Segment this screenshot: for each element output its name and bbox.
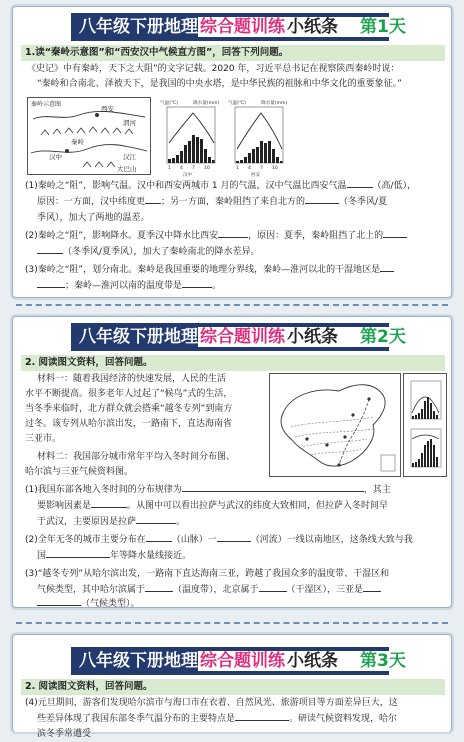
q3-line-1: (3)“越冬专列”从哈尔滨出发，一路南下直达海南三亚，跨越了我国众多的温度带、干湿区和: [25, 569, 390, 579]
svg-text:1: 1: [168, 166, 171, 171]
material1-line-3: 当冬季来临时，北方群众就会搭乘“越冬专列”到南方: [25, 404, 233, 414]
q2-line-1: (2)全年无冬的城市主要分布在 （山脉）一 （河流）一线以南地区，这条线大致与我: [25, 535, 413, 545]
china-winter-onset-map: [269, 373, 401, 477]
q3-line-2: ；秦岭—淮河以南的温度带是 。: [37, 279, 445, 294]
answer-blank[interactable]: [182, 491, 364, 492]
chart2-temp-curve: [237, 113, 282, 149]
climate-chart-xian: [227, 97, 291, 177]
answer-blank[interactable]: [259, 591, 287, 592]
qinling-label: 秦岭: [71, 138, 84, 146]
banner-day: 第1天: [346, 17, 410, 37]
banner-day: 第3天: [346, 651, 410, 671]
answer-blank[interactable]: [37, 605, 81, 606]
banner-day: 第2天: [346, 327, 410, 347]
answer-blank[interactable]: [380, 271, 394, 272]
q4-line-1: (4)元旦期间，游客们发现哈尔滨市与海口市在衣着、自然风光、旅游项目等方面差异巨大，这: [25, 698, 398, 708]
han-river-label: 汉江: [123, 153, 136, 161]
material1-line-1: 材料一：随着我国经济的快速发展，人民的生活: [37, 374, 227, 384]
q1-line-1: (1)我国东部各地入冬时间的分布规律为 ，其主: [25, 485, 391, 495]
question-heading: 1.读“秦岭示意图”和“西安汉中气候直方图”，回答下列问题。: [21, 45, 445, 61]
worksheet-card-day1: [12, 6, 452, 298]
banner-title: 八年级下册地理: [79, 651, 198, 671]
q1-line-3: 季风），加大了两地的温差。: [37, 213, 150, 223]
chart1-temp-curve: [169, 113, 214, 143]
q1-line-2: 原因：一方面，汉中纬度更 ；另一方面，秦岭阻挡了来自北方的 （冬季风/夏: [37, 197, 388, 207]
answer-blank[interactable]: [145, 203, 161, 204]
chart2-bars: [236, 141, 283, 163]
material1-line-4: 过冬。该专列从哈尔滨出发，一路南下，直达海南省: [25, 419, 233, 429]
card-banner: [71, 13, 406, 41]
climate-chart-hanzhong: [159, 97, 223, 177]
svg-text:10: 10: [272, 166, 278, 171]
answer-blank[interactable]: [37, 253, 63, 254]
question-heading: 2. 阅读图文资料，回答问题。: [21, 679, 445, 695]
q2-line-1: (2)秦岭之“阻”，影响降水。夏季汉中降水比西安 ，原因：夏季，秦岭阻挡了北上的: [25, 229, 445, 244]
worksheet-card-day3: [12, 634, 452, 739]
answer-blank[interactable]: [363, 591, 381, 592]
answer-blank[interactable]: [383, 237, 407, 238]
question-heading: 2. 阅读图文资料，回答问题。: [21, 355, 445, 371]
q1-line-3: 于武汉，主要原因是拉萨 。: [37, 517, 186, 527]
chart1-bars: [168, 135, 215, 163]
q3-line-2: 气候类型，其中哈尔滨属于 （温度带），北京属于 （干湿区），三亚是: [37, 583, 445, 598]
svg-text:4: 4: [248, 166, 251, 171]
q2-line-2: （冬季风/夏季风），加大了秦岭南北的降水差异。: [37, 245, 445, 260]
svg-text:7: 7: [192, 166, 195, 171]
q1-line-1: (1)秦岭之“阻”，影响气温。汉中和西安两城市 1 月的气温，汉中气温比西安气温 （高/低），: [25, 181, 417, 191]
answer-blank[interactable]: [305, 203, 339, 204]
q4-line-3: 滨冬季常遭受: [37, 729, 92, 739]
q4-line-2: 些差异体现了我国东部冬季气温分布的主要特点是 。研读气候资料发现，哈尔: [37, 714, 398, 724]
material2-line-1: 材料二：我国部分城市常年平均入冬时间分布图、: [37, 452, 236, 462]
q3-line-1: (3)秦岭之“阻”，划分南北。秦岭是我国重要的地理分界线，秦岭—淮河以北的干湿地区是: [25, 263, 445, 278]
intro-line-1: 《史记》中有秦岭，天下之大阻”的文字记载。2020 年，习近平总书记在视察陕西秦岭时说：: [27, 64, 400, 74]
answer-blank[interactable]: [91, 507, 127, 508]
intro-line-2: “秦岭和合南北、泽被天下，是我国的中央水塔，是中华民族的祖脉和中华文化的重要象征。”: [37, 79, 402, 89]
chart2-left-label: 气温(℃): [228, 101, 246, 106]
hanzhong-label: 汉中: [49, 153, 62, 161]
xian-marker: [95, 113, 99, 117]
answer-blank[interactable]: [37, 287, 65, 288]
chart1-caption: 汉中: [183, 173, 193, 178]
map-title: 秦岭示意图: [31, 101, 62, 108]
banner-highlight: 综合题训练: [200, 17, 285, 37]
answer-blank[interactable]: [146, 541, 172, 542]
material1-line-2: 水平不断提高。很多老年人过起了“候鸟”式的生活，: [25, 389, 233, 399]
q2-line-2: 国 年等降水量线接近。: [37, 551, 192, 561]
material1-line-5: 三亚市。: [25, 434, 62, 444]
harbin-sanya-climate-charts: [403, 373, 447, 477]
card-banner: [71, 323, 406, 351]
daba-label: 大巴山: [117, 165, 137, 173]
chart2-caption: 西安: [251, 173, 261, 178]
svg-text:4: 4: [180, 166, 183, 171]
card-banner: [71, 647, 406, 675]
answer-blank[interactable]: [217, 541, 251, 542]
banner-suffix: 小纸条: [287, 17, 346, 37]
xian-label: 西安: [101, 105, 114, 113]
worksheet-card-day2: [12, 316, 452, 608]
answer-blank[interactable]: [136, 523, 176, 524]
banner-title: 八年级下册地理: [79, 17, 198, 37]
svg-text:10: 10: [204, 166, 210, 171]
banner-suffix: 小纸条: [287, 651, 346, 671]
banner-title: 八年级下册地理: [79, 327, 198, 347]
answer-blank[interactable]: [347, 187, 373, 188]
banner-highlight: 综合题训练: [200, 327, 285, 347]
chart2-right-label: 降水量(mm): [261, 101, 288, 106]
svg-text:7: 7: [260, 166, 263, 171]
banner-suffix: 小纸条: [287, 327, 346, 347]
answer-blank[interactable]: [145, 591, 173, 592]
qinling-map-figure: [27, 97, 151, 175]
chart1-right-label: 降水量(mm): [193, 101, 220, 106]
answer-blank[interactable]: [46, 557, 110, 558]
q1-line-2: 要影响因素是 。从图中可以看出拉萨与武汉的纬度大致相同，但拉萨入冬时间早: [37, 501, 389, 511]
svg-text:1: 1: [236, 166, 239, 171]
banner-highlight: 综合题训练: [200, 651, 285, 671]
hanzhong-marker: [65, 149, 69, 153]
card-divider: [16, 622, 448, 624]
chart1-left-label: 气温(℃): [160, 101, 178, 106]
answer-blank[interactable]: [218, 237, 248, 238]
wei-river-label: 渭河: [123, 119, 136, 127]
answer-blank[interactable]: [182, 287, 212, 288]
answer-blank[interactable]: [235, 720, 289, 721]
material2-line-2: 哈尔滨与三亚气候资料图。: [25, 467, 134, 477]
card-divider: [16, 304, 448, 306]
q3-line-3: （气候类型）。: [37, 597, 445, 612]
